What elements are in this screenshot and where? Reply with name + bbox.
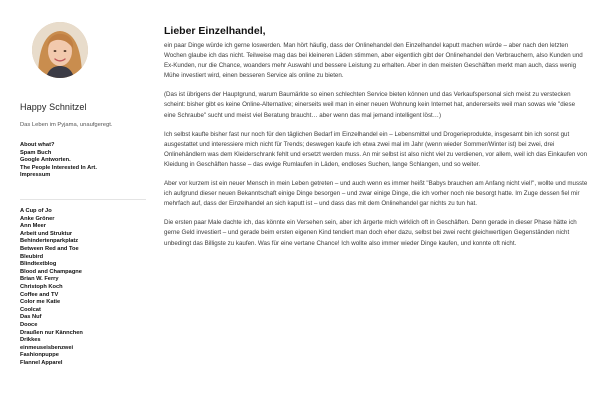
blogroll-link[interactable]: Ann Meer	[20, 223, 46, 230]
nav-item-impressum[interactable]: Impressum	[20, 172, 51, 179]
blogroll-link[interactable]: Blindtextblog	[20, 261, 57, 268]
post-paragraph: Aber vor kurzem ist ein neuer Mensch in mein Leben getreten – und auch wenn es immer heißt "Babys brauchen am Anfang nicht viel!", wollte und musste ich aufgrund dieser neuen Bekanntschaft einige Dinge besorgen – und zwar einige Dinge, die ich vorher noch nie besorgt hatte. Im Zuge dessen fiel mir mehrfach auf, dass der Einzelhandel an sich kaputt ist – und dass das mit dem Onlinehandel gar nichts zu tun hat.	[164, 180, 588, 208]
blogroll-link[interactable]: A Cup of Jo	[20, 208, 52, 214]
blogroll	[20, 208, 83, 367]
post-paragraph: Die ersten paar Male dachte ich, das könnte ein Versehen sein, aber ich ärgerte mich wirklich oft in Geschäften. Denn gerade in dieser Phase hätte ich gerne Geld investiert – und gerade beim ersten eigenen Kind tendiert man doch eher dazu, selbst bei zwei recht gleichwertigen Gegenständen nicht unbedingt das Billigste zu kaufen. Was für eine vertane Chance! Ich wollte also immer wieder Dinge kaufen, und konnte oft nicht.	[164, 219, 577, 247]
avatar-portrait-icon	[32, 22, 88, 78]
blogroll-link[interactable]: Das Nuf	[20, 314, 42, 321]
blog-post	[164, 0, 588, 400]
blogroll-link[interactable]: Fashionpuppe	[20, 352, 59, 359]
blogroll-link[interactable]: Arbeit und Struktur	[20, 230, 73, 237]
site-tagline: Das Leben im Pyjama, unaufgeregt.	[20, 122, 113, 128]
post-paragraph: ein paar Dinge würde ich gerne loswerden. Man hört häufig, dass der Onlinehandel den Einzelhandel kaputt machen würde – aber nach den letzten Wochen glaube ich das nicht. Teilweise mag das bei kleineren Läden stimmen, aber eigentlich gibt der Onlinehandel den Verbrauchern, also Kunden und Ex-Kunden, nur die Chance, woanders mehr Auswahl und bessere Leistung zu erhalten. Aber in den meisten Geschäften merkt man auch, dass wenig Mühe investiert wird, einen besseren Service als online zu bieten.	[164, 42, 583, 80]
post-body	[164, 41, 588, 258]
blogroll-link[interactable]: Coolcat	[20, 306, 41, 313]
sidebar-divider	[20, 199, 146, 200]
blogroll-link[interactable]: Bleubird	[20, 253, 44, 260]
blogroll-link[interactable]: Christoph Koch	[20, 283, 63, 290]
blogroll-link[interactable]: Between Red and Toe	[20, 245, 79, 252]
blogroll-link[interactable]: Blood and Champagne	[20, 268, 82, 275]
nav-item-people-interested-in-art[interactable]: The People Interested In Art.	[20, 164, 97, 171]
blogroll-link[interactable]: Flannel Apparel	[20, 359, 63, 366]
blogroll-link[interactable]: Color me Katie	[20, 299, 61, 306]
blogroll-link[interactable]: einmeuseisbenzwei	[20, 344, 74, 351]
nav-item-about-what[interactable]: About what?	[20, 142, 55, 148]
post-paragraph: (Das ist übrigens der Hauptgrund, warum Baumärkte so einen schlechten Service bieten können und das Verkaufspersonal sich meist zu verstecken scheint: bisher gibt es keine Online-Alternative; einerseits weil man in einer neuen Wohnung kein Internet hat, andererseits weil man sowas wie "diese eine Schraube" sucht und meist viel Beratung braucht… aber wenn das mal jemand intelligent löst…)	[164, 91, 576, 119]
blogroll-link[interactable]: Drikkes	[20, 337, 41, 344]
sidebar	[20, 0, 148, 400]
blogroll-link[interactable]: Coffee and TV	[20, 291, 59, 298]
about-nav	[20, 142, 97, 180]
avatar[interactable]	[32, 22, 88, 78]
blogroll-link[interactable]: Anke Gröner	[20, 215, 55, 222]
nav-item-spam-buch[interactable]: Spam Buch	[20, 149, 52, 156]
post-paragraph: Ich selbst kaufte bisher fast nur noch für den täglichen Bedarf im Einzelhandel ein – Lebensmittel und Drogerieprodukte, insgesamt bin ich sonst gut ausgestattet und interessiere mich nicht für Trends; deswegen kaufe ich etwa zwei mal im Jahr (wenn wieder Sommer/Winter ist) bei zwei, drei Onlinehändlern was dem Kleiderschrank fehlt und ersetzt werden muss. An mir selbst ist also nicht viel zu verdienen, vor allem, weil ich das Einkaufen von Kleidung in Geschäften hasse – das ewige Rumlaufen in Läden, endloses Suchen, lange Schlangen, und so weiter.	[164, 130, 588, 168]
blogroll-link[interactable]: Dooce	[20, 321, 38, 328]
blogroll-link[interactable]: Draußen nur Kännchen	[20, 329, 83, 336]
site-title[interactable]: Happy Schnitzel	[20, 102, 87, 112]
blogroll-link[interactable]: Brian W. Ferry	[20, 276, 59, 283]
nav-item-google-antworten[interactable]: Google Antworten.	[20, 157, 71, 164]
post-title[interactable]: Lieber Einzelhandel,	[164, 25, 266, 37]
blogroll-link[interactable]: Behindertenparkplatz	[20, 238, 79, 245]
